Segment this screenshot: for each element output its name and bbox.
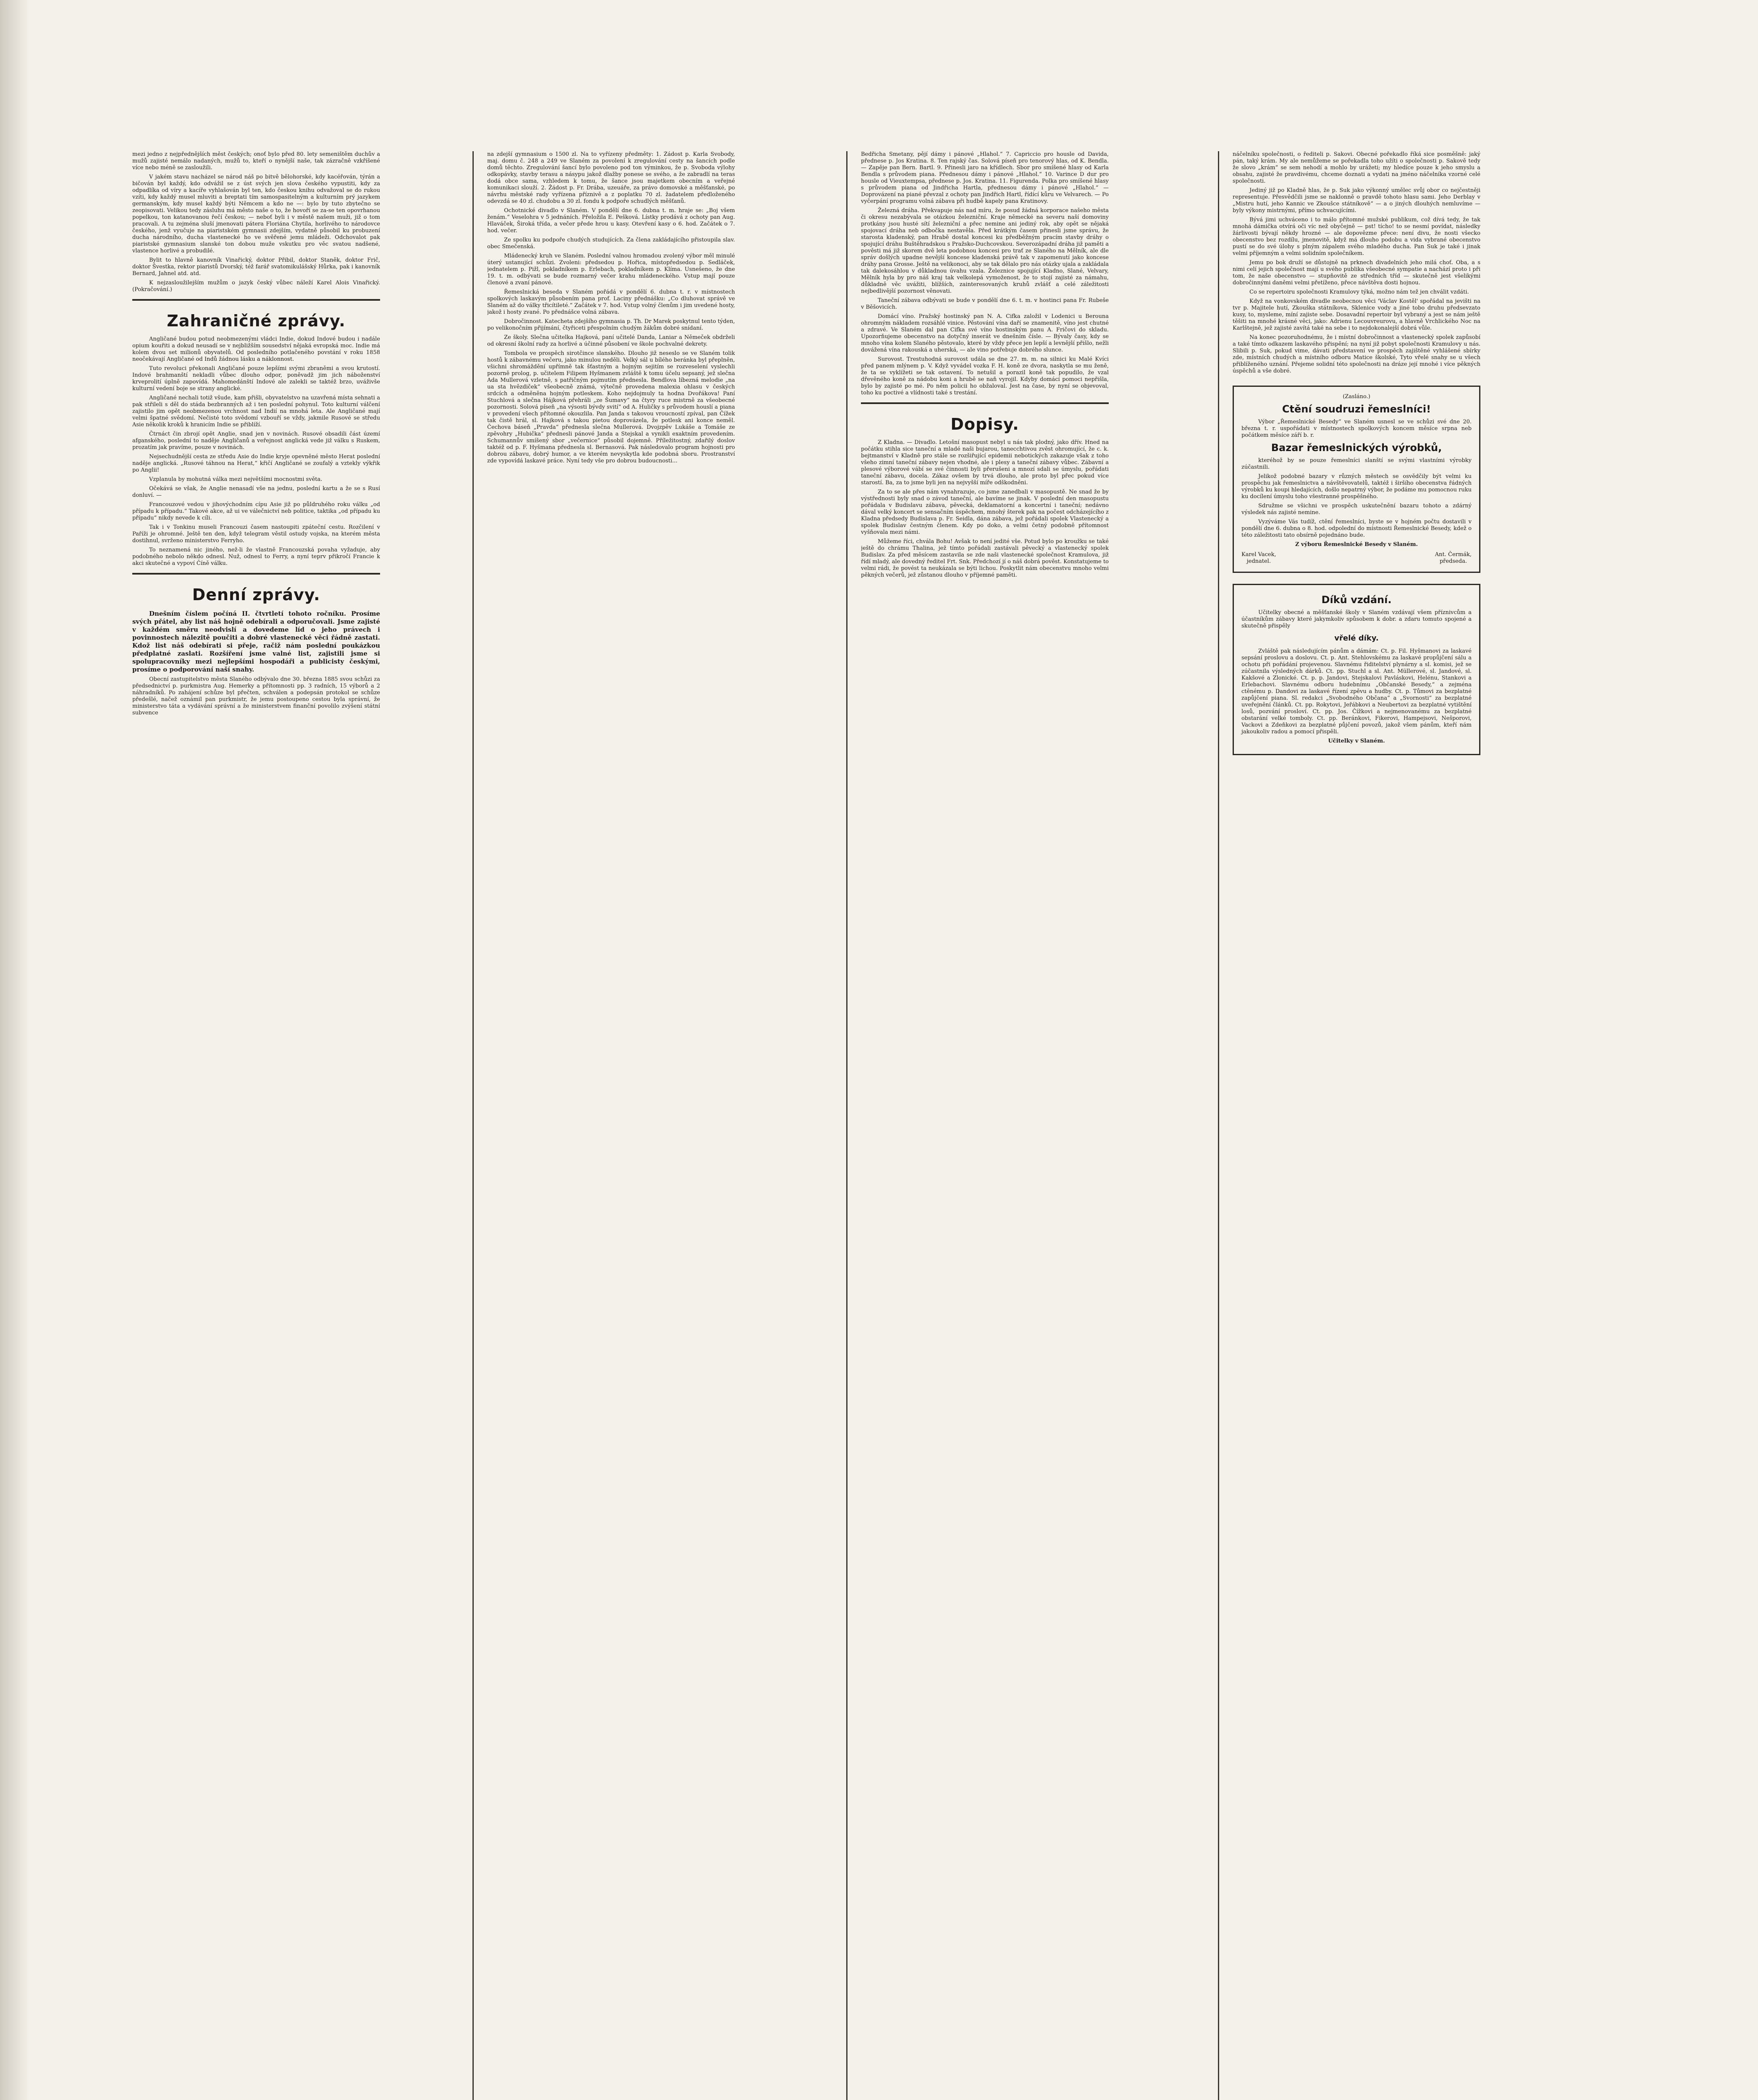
article-paragraph: Tuto revoluci překonali Angličané pouze lepšími svými zbraněmi a svou krutostí. Indové brahmanští nekladli vůbec dlouho odpor, poněvadž jim jich náboženství krveprolití úplně zapovídá. Mahomedánští Indové ale zalekli se taktéž brzo, uváživše kulturní vedení boje se strany anglické. [132, 365, 380, 392]
news-item: Ze školy. Slečna učitelka Hajková, paní učitelé Danda, Laniar a Němeček obdrželi od okresní školní rady za horlivé a účinné působení ve škole pochvalné dekrety. [487, 334, 735, 347]
news-item: Domácí víno. Pražský hostinský pan N. A. Cifka založil v Lodenici u Berouna ohromným nákladem rozsáhlé vinice. Pěstování vína daří se znamenitě, víno jest chutné a zdravé. Ve Slaném dal pan Cifka své víno hostinským panu A. Fričovi do skladu. Upozorňujeme obecenstvo na dotyčný inserát ve dnešním čísle. — Bývaly časy, kdy se mnoho vína kolem Slaného pěstovalo, které by vždy přece jen lepší a levnější přišlo, nežli dovážená vína rakouská a uherská, — ale vino potřebuje dobrého slunce. [861, 313, 1109, 353]
signature-block [1241, 551, 1472, 565]
notice-paragraph: Sdružme se všichni ve prospěch uskutečnění bazaru tohoto a zdárný výsledek nás zajisté nemine. [1241, 503, 1472, 516]
news-item: Ze spolku ku podpoře chudých studujících. Za člena zakládajícího přistoupila slav. obec Smečenská. [487, 237, 735, 250]
news-item: Tombola ve prospěch sirotčince slanského. Dlouho již neseslo se ve Slaném tolik hostů k zábavnému večeru, jako minulou neděli. Velký sál u bílého beránka byl přeplněn, všichni shromáždění upřímně tak šťastným a hojným sejitím se rozveselení vyslechli pozorně prolog, p. učitelem Filipem Hyšmanem zvláště k tomu účelu sepsaný, jež slečna Ada Mullerová vzletně, s patřičným pojmutím přednesla. Bendlova líbezná melodie „na ua sta hvězdiček“ všeobecně známá, výtečně provedena malexia ohlasu v českých srdcích a odměněna hojným potleskem. Koho nejdojmuly ta hodna Dvořákova! Paní Stuchlová a slečna Hájková přehráli „ze Šumavy“ na čtyry ruce mistrně za všeobecné pozornosti. Solová píseň „na výsosti bývdy svití“ od A. Huličky s průvodem houslí a piana v provedení všech přítomné okouzlila. Pan Janda s takovou vroucností zpíval, pan Čížek tak čistě hrál, sl. Hajková s takou pietou doprovázela, že potlesk ani konce neměl. Čechova báseň „Pravda“ přednesla slečna Mullerová. Dvojzpěv Lukáše a Tomáše ze zpěvohry „Hubička“ přednesli pánové Janda a Stejskal a vynikli exaktním provedením. Schumannův smíšený sbor „večernice“ působil dojemně. Příležitostný, zdařilý doslov taktéž od p. F. Hyšmana přednesla sl. Bernasová. Pak následovalo program hojnosti pro dobrou zábavu, dobrý humor, a ve kterém nevyskytla kde podobná sboru. Prostranství zde vypovídá laskavé práce. Nyní tedy vše pro dobrou budoucnosti... [487, 350, 735, 464]
notice-heading: Díků vzdání. [1321, 594, 1392, 606]
column-rule [846, 151, 848, 2100]
section-heading-denni: Denní zprávy. [192, 585, 320, 604]
column-2 [487, 151, 735, 2100]
article-paragraph: To neznamená nic jiného, než-li že vlastně Francouzská povaha vyžaduje, aby podobného nebolo někdo odnesl. Nuž, odnesl to Ferry, a nyní teprv přikročí Francie k akci skutečné a vypoví Číně válku. [132, 547, 380, 567]
notice-heading: Ctění soudruzi řemeslníci! [1282, 403, 1431, 415]
article-paragraph: Když na vonkovském divadle neobecnou věci 'Václav Kostěl' spořádal na jevišti na tvr p. Majitele hutí, Zkouška státníkova, Sklenice vody a jiné tobo druhu předsevzato kusy, to, mysleme, míní zajiste sebe. Dosavadní repertoir byl vybraný a jest se nám ještě těšiti na mnohé krásné věci, jako: Adrienu Lecouvreurovu, a hlavně Vrchlického Noc na Karlštejně, jež zajisté zavítá také na sebe i to nejdokonalejší dobrá vůle. [1233, 298, 1480, 331]
notice-subheading: vřelé díky. [1334, 634, 1379, 643]
article-paragraph: Můžeme říci, chvála Bohu! Avšak to není jedité vše. Potud bylo po kroužku se také ještě do chrámu Thalina, jež tímto pořádali zastávali pěvecký a vlastenecký spolek Budislav. Za před měsícem zastavila se zde naši vlastenecké společnost Kramulova, již řídí mladý, ale dovedný ředitel Frt. Snk. Předchozí jí o náš dobrá pověst. Konstatujeme to velmi rádi, že povést ta neukázala se býti lichou. Poskytlit nám obecenstvu mnoho velmi pěkných večerů, jež zůstanou dlouho v příjemné paměti. [861, 538, 1109, 578]
section-rule [132, 299, 380, 301]
signature-name: Karel Vacek, [1241, 551, 1276, 558]
signature-role: předseda. [1439, 558, 1467, 564]
article-paragraph: Angličané nechali totiž všude, kam přišli, obyvatelstvo na uzavřená místa sehnati a pak střileli s děl do stáda bezbranných až i ten poslední pohynul. Toto kulturní válčení zajistilo jim opět neobmezenou vrchnost nad Indií na mnohá leta. Ale Angličané mají velmi špatné svědomí. Nečisté toto svědomí vzbouří se vždy, jakmile Rusové se středu Asie několik kroků k hranicím Indie se přiblíží. [132, 395, 380, 428]
signature-role: jednatel. [1246, 558, 1271, 564]
notice-box-zaslano [1233, 386, 1480, 573]
article-paragraph: Čtrnáct čin zbrojí opět Anglie, snad jen v novinách. Rusové obsadili část území afganského, poslední to naděje Angličanů a veřejnost anglická vede již válku s Ruskem, prozatím jak pravíme, pouze v novinách. [132, 431, 380, 451]
signature-name: Ant. Čermák, [1435, 551, 1472, 558]
notice-paragraph: Zvláště pak následujícím pánům a dámám: Ct. p. Fil. Hyšmanovi za laskavé sepsání proslovu a doslovu. Ct. p. Ant. Stehlovskému za laskavé propůjčení sálu a ochotu při pořádání projevenou. Slavnému řiditelství plynárny a sl. komisi, jež se zúčastnila výsledných dárků. Ct. pp. Stuchl a sl. Ant. Müllerové, sl. Jandové, sl. Kakšové a Zlonické. Ct. p. p. Jandovi, Stejskalovi Pavláskovi, Helénu, Stankovi a Erlebachovi. Slavnému odboru hudebnímu „Občanské Besedy,“ a zejména ctěnému p. Dandovi za laskavé řízení zpěvu a hudby. Ct. p. Tůmovi za bezplatné zapůjčení piana. Sl. redakci „Svobodného Občana“ a „Svornosti“ za bezplatné uveřejnění článků. Ct. pp. Rokytovi, Jeřábkovi a Neubertovi za bezplatné vytištění losů, pozvání prosloví. Ct. pp. Jos. Čížkovi a nejmenovanému za bezplatné obstarání velké tomboly. Ct. pp. Beránkovi, Fikerovi, Hampejsovi, Nešporovi, Vackovi a Zdeňkovi za bezplatné půjčení povozů, jakož všem pánům, kteří nám jakoukoliv radou a pomocí přispěli. [1241, 648, 1472, 735]
notice-paragraph: kteréhož by se pouze řemeslníci slanští se svými vlastními výrobky zúčastnili. [1241, 457, 1472, 470]
article-paragraph: Francouzové vedou v jihovýchodním cípu Asie již po půldruhého roku válku „od případu k případu.“ Takové akce, až ui ve válečnictví neb politice, taktika „od případu ku případu“ nikdy nevede k cíli. [132, 501, 380, 521]
article-paragraph: Nejsechudnější cesta ze středu Asie do Indie kryje opevněné město Herat poslední naděje anglická. „Rusové táhnou na Herat,“ křičí Angličané se zoufalý a vztekly výkřik po Anglii! [132, 454, 380, 473]
article-paragraph: Tak i v Tonkinu museli Francouzi časem nastoupiti zpáteční cestu. Rozčilení v Paříži je ohromné. Ještě ten den, když telegram věstil ostudy vojska, na kterém města dostihnul, svrženo ministerstvo Ferryho. [132, 524, 380, 544]
article-paragraph: Jediný již po Kladně hlas, že p. Suk jako výkonný umělec svůj obor co nejčestněji representuje. Přesvědčili jsme se naklonně o pravdě tohoto hlasu sami. Jeho Derblay v „Mistru hutí, jeho Kannic ve Zkoušce státníkově“ — a o jiných dlouhých nemluvíme — byly výkony mistrnými, přímo uchvacujícími. [1233, 187, 1480, 214]
article-paragraph: Bývá jimi uchváceno i to málo přítomné mužské publikum, což dívá tedy, že tak mnohá dámička otvírá oči víc než obyčejně — pst! tícho! to se nesmí povídat, následky žárlivosti bývají někdy hrozné — ale dopovězme přece: není divu, že nosti všecko obecenstvo bez rozdílu, jmenovitě, když má dlouho podobu a vida vybrané obecenstvo pustí se do své úlohy s plným zápalem svého mladého ducha. Pan Suk je také i jinak velmi příjemným a velmi solidním společníkem. [1233, 217, 1480, 257]
article-paragraph: V jakém stavu nacházel se národ náš po bitvě bělohorské, kdy kacéřován, týrán a bičován byl každý, kdo odvážil se z úst svých jen slova českého vypustiti, kdy za odpadlíka od víry a kacíře vyhlašován byl ten, kdo českou knihu odvažoval se do rukou vzíti, kdy každý musel mluviti a breptati tím samospasitelným a kulturním prý jazykem germanským, kdy musel každý býti Němcem a kdo ne —: bylo by tuto zbytečno se zeopisovati. Velikou tedy zásluhu má město naše o to, že hovoří se za-se ten opovrhanou popelkou, ton katanovanou řečí českou; — neboť byli i v městě našem muži, již o tom pracovali. A tu zejména sluší jmenovati pátera Floriána Chytila, horlivého to národovce českého, jenž vyučuje na piaristském gymnasii zdejším, vydatně působil ku probuzení ducha národního, ducha vlastenecké ho ve svěřené jemu mládeži. Odchovalot pak piaristské gymnasium slanské ton dobou muže vskutku pro věc svatou nadšené, vlastence horlivé a probudilé. [132, 174, 380, 254]
notice-paragraph: Vyzýváme Vás tudíž, ctění řemeslníci, byste se v hojném počtu dostavili v pondělí dne 6. dubna o 8. hod. odpolední do místnosti Řemeslnické Besedy, kdež o této záležitosti tato obsírně pojednáno bude. [1241, 519, 1472, 538]
news-item: Mládenecký kruh ve Slaném. Poslední valnou hromadou zvolený výbor měl minulé úterý ustanující schůzi. Zvoleni: předsedou p. Hořica, místopředsedou p. Sedláček, jednatelem p. Pižl, pokladníkem p. Erlebach, pokladníkem p. Klíma. Usnešeno, že dne 19. t. m. odbývati se bude rozmarný večer krahu mládeneckého. Vstup mají pouze členové a zvaní pánové. [487, 253, 735, 286]
news-item: Taneční zábava odbývati se bude v pondělí dne 6. t. m. v hostinci pana Fr. Rubeše v Běšovicích. [861, 297, 1109, 310]
article-paragraph: Jemu po bok druží se důstojně na prknech divadelních jeho milá choť. Oba, a s nimi celí jejich společnost mají u svého publika všeobecné sympatie a nachází proto i při tom, že naše obecenstvo — stupňovitě ze středních tříd — skutečně jest všelikými dobročinnými daněmi velmi přetíženo, přece návštěva dosti hojnou. [1233, 260, 1480, 286]
article-paragraph: Co se repertoiru společnosti Kramulovy týká, možno nám tež jen chválit vzdáti. [1249, 289, 1469, 295]
article-paragraph: Vzplanula by mohutná válka mezi největšími mocnostmi světa. [149, 476, 323, 483]
section-heading-dopisy: Dopisy. [950, 415, 1019, 433]
notice-paragraph: Výbor „Řemeslnické Besedy“ ve Slaném usnesl se ve schůzi své dne 20. března t. r. uspořádati v místnostech spolkových koncem měsíce srpna neb počátkem měsíce září b. r. [1241, 419, 1472, 438]
news-item: Ochotnické divadlo v Slaném. V pondělí dne 6. dubna t. m. hraje se: „Boj všem ženám.“ Veselohra v 5 jednáních. Přeložila E. Pešková. Lístky prodává z ochoty pan Aug. Hlaváček, Široká třída, a večer přede hrou u kasy. Otevření kasy o 6. hod. Začátek o 7. hod. večer. [487, 207, 735, 234]
article-paragraph: Z Kladna. — Divadlo. Letošní masopust nebyl u nás tak plodný, jako dřív. Hned na počátku stihla sice taneční a mladé naši bujarou, tanecchtivou zvěst ohromující, že c. k. bejtmanství v Kladně pro stále se rozšiřující epidemii nebotických zakazuje však z toho všeho zimní taneční zábavy nejen vhodné, ale i plesy a taneční zábavy vůbec. Zábavní a plesové výborové vábí se své činnosti byli přerušeni a mnozí sdali se úmyslu, pořádati taneční zábavu, docela. Zákaz ovšem by trvá dlouho, ale proto byl přec pokud více starostí. Ba, za to jsme byli jen na nejvyšší míře odškodněni. [861, 439, 1109, 486]
article-paragraph: Bylit to hlavně kanovník Vinařický, doktor Přibil, doktor Staněk, doktor Frič, doktor Švestka, rektor piaristů Dvorský, též farář svatomikulášský Hůrka, pak i kanovník Bernard, Jahnel atd. atd. [132, 257, 380, 277]
article-paragraph: Očekává se však, že Anglie nenasadí vše na jednu, poslední kartu a že se s Rusí donluví. — [132, 486, 380, 499]
signature-jednatel [1241, 551, 1276, 565]
article-paragraph: Bedřicha Smetany, pějí dámy i pánové „Hlahol.“ 7. Capriccio pro housle od Davida, přednese p. Jos Kratina. 8. Ten rajský čas. Solová píseň pro tenorový hlas, od K. Bendla. — Zapěje pan Bern. Bartl. 9. Přinesli jaro na křídlech. Sbor pro smíšené hlasy od Karla Bendla s průvodem piana. Přednesou dámy i pánové „Hlahol.“ 10. Varince D dur pro housle od Vieuxtempsa, přednese p. Jos. Kratina. 11. Figurenda. Polka pro smíšené hlasy s průvodem piana od Jindřicha Hartla, přednesou dámy i pánové „Hlahol.“ — Doprovázení na piané převzal z ochoty pan Jindřich Hartl, řídící kůru ve Velvarech. — Po vyčerpání programu volná zábava při hudbě kapely pana Kratinovy. [861, 151, 1109, 205]
column-4 [1233, 151, 1480, 2100]
notice-paragraph: Jelikož podobné bazary v různých městech se osvědčily být velmi ku prospěchu jak řemeslnictva a návštěvovatelů, taktéž i širšího obecenstva řádných výrobků ku koupi hledajících, došlo nepatrný výbor, že podáme mu pomocnou ruku ku docílení úmyslu toho všestranné prospěšného. [1241, 473, 1472, 500]
bazar-heading: Bazar řemeslnických výrobků, [1271, 442, 1442, 454]
column-rule [472, 151, 474, 2100]
article-paragraph: Za to se ale přes nám vynahrazuje, co jsme zanedbali v masopustě. Ne snad že by výstřednosti byly snad o závod taneční, ale bavíme se jinak. V poslední den masopustu pořádala v Budislavu zábava, pěvecká, deklamatorní a koncertní i taneční; nedávno dával velký koncert se sensačním úspěchem, mnohý šterek pak na počest odcházejícího z Kladna předsedy Budislava p. Fr. Seidla, dána zábava, jež pořádali spolek Vlastenecký a spolek Budislav čestným členem. Kdy po doko, a velmi četný podobně přítomnost vyšňovala mezi námi. [861, 489, 1109, 536]
news-item: Dobročinnost. Katecheta zdejšího gymnasia p. Th. Dr Marek poskytnul tento týden, po velikonočním přijímání, čtyřiceti přespolním chudým žákům dobré snídaní. [487, 318, 735, 331]
article-paragraph: mezi jedno z nejpřednějších měst českých; onoť bylo před 80. lety semeništěm duchův a mužů zajisté nemálo nadaných, mužů to, kteří o nynější naše, tak zázračně vzkříšené více nebo méně se zasloužili. [132, 151, 380, 171]
column-1 [132, 151, 380, 2100]
news-item: Železná dráha. Překvapuje nás nad míru, že posud žádná korporace našeho města či okresu nezabývala se otázkou železniční. Kraje německé na severu naší domoviny protkány jsou husté sítí železniční a přec nemine ani jediný rok, aby opět se nějaká spojovací dráha neb odbočka nestavěla. Před krátkým časem přinesli jsme správu, že starosta kladenský, pan Hrabě dostal koncesi ku předběžným pracím stavby dráhy o spojující dráhu Buštěhradskou s Pražsko-Duchcovskou. Severozápadní dráha již paměti a pověsti má již skorem dvě leta podobnou koncesi pro trať ze Slaného na Mělník, ale dle správ došlých upadne nevější koncese kladenská právě tak v zapomenutí jako koncese dráhy pana Grosse. Ještě na velikonoci, aby se tak dělalo pro nás otázky ujala a zakládala tak dalekosáhlou v důkladnou úvahu vzala. Železnice spojující Kladno, Slané, Velvary, Mělník hyla by pro náš kraj tak velkolepá vymoženost, že to stojí zajisté za námahu, důkladně věc uvážiti, blížších, zainteresovaných kruhů zvlášť a celé záležitosti nejbedlivější pozornost věnovati. [861, 207, 1109, 294]
column-3 [861, 151, 1109, 2100]
article-paragraph: K nejzasloužilejším mužům o jazyk český vůbec náleží Karel Alois Vinařický. (Pokračování.) [132, 280, 380, 293]
notice-signature-line: Z výboru Řemeslnické Besedy v Slaném. [1295, 541, 1418, 548]
section-rule [861, 402, 1109, 404]
signature-predseda [1435, 551, 1472, 565]
page-binding-edge [0, 0, 29, 2100]
notice-paragraph: Dnešním číslem počíná II. čtvrtletí tohoto ročníku. Prosíme svých přátel, aby list náš hojně odebírali a odporučovali. Jsme zajisté v každém směru neodvislí a dovedeme líd o jeho právech i povinnostech nálezitě poučiti a dobré vlastenecké věci řádně zastati. Kdož list náš odebírati si přeje, račiž nám poslední poukázkou předplatné zaslati. Rozšíření jsme valné list, zajistili jsme si spolupracovníky mezi nejlepšími hospodáři a publicisty českými, prosíme o podporování naší snahy. [132, 610, 380, 673]
article-paragraph: Obecní zastupitelstvo města Slaného odbývalo dne 30. března 1885 svou schůzi za předsednictví p. purkmistra Aug. Hemerky a přítomnosti pp. 3 radních, 15 výborů a 2 náhradníků. Po zahájení schůze byl přečten, schválen a podepsán protokol se schůze předešlé, načež oznámil pan purkmistr, že jemu postoupeno cestou byla správní, že ministerstvo táta a vydávání správní a že ministerstvem finanční povolilo zvýšení státní subvence [132, 676, 380, 716]
section-heading-zahranicni: Zahraničné zprávy. [167, 312, 346, 330]
notice-box-diky [1233, 584, 1480, 755]
notice-label: (Zasláno.) [1343, 394, 1370, 400]
section-rule [132, 573, 380, 575]
notice-signature-line: Učitelky v Slaném. [1328, 738, 1385, 744]
news-item: Řemeslnická beseda v Slaném pořádá v pondělí 6. dubna t. r. v místnostech spolkových laskavým působením pana prof. Laciny přednášku: „Co dluhovat správě ve Slaném až do války třicítileté.“ Začátek v 7. hod. Vstup volný členům i jim uvedené hosty, jakož i hosty zvané. Po přednášce volná zábava. [487, 289, 735, 315]
article-paragraph: náčelníku společnosti, o řediteli p. Sakovi. Obecné pořekadlo říká sice posměšně: jaký pán, taký krám. My ale nemůžeme se pořekadla toho užíti o společnosti p. Sakově tedy že slovo „krám“ se sem nehodí a mohlo by urážeti; my hledíce pouze k jeho smyslu a obsahu, zajisté že pravdivému, chceme doznati a vydati na jméno náčelníka vzorné celé společnosti. [1233, 151, 1480, 184]
article-paragraph: Angličané budou potud neobmezenými vládci Indie, dokud Indové budou i nadále opium kouřiti a dokud neusadí se v nejbližším sousedství nějaká evropská moc. Indie má kolem dvou set milionů obyvatelů. Od posledního potlačeného povstání v roku 1858 neočekávají Angličané od Indů žádnou lásku a náklonnost. [132, 336, 380, 362]
article-paragraph: na zdejší gymnasium o 1500 zl. Na to vyřízeny předměty: 1. Žádost p. Karla Svobody, maj. domu č. 248 a 249 ve Slaném za povolení k zregulování cesty na šancích podle domů těchto. Zregulování šancí bylo povoleno pod ton výminkou, že p. Svoboda výlohy odkopávky, stavby terasu a násypu jakož dlažby ponese se svého, a že zabradlí na teras dodá obce sama, vzhledem k tomu, že šance jsou majetkem obecním a veřejné komunikaci slouží. 2. Žádost p. Fr. Drába, uzeuáře, za právo domovské a měšťanské, po návrhu městské rady vyřízena příznivě a z poplatku 70 zl. žadatelem předloženého odevzdá se 40 zl. chudobu a 30 zl. fondu k podpoře schudlých měšťanů. [487, 151, 735, 205]
news-item: Surovost. Trestuhodná surovost udála se dne 27. m. m. na silnici ku Malé Kvíci před panem mlýnem p. V. Když vyvádel vozka F. H. koně ze dvora, naskytla se mu ženě, že ta se vyklížeti se tak ostavení. To netušil a porazil koně tak popudilo, že vzal dřevěného koně za nádobu koni a hrubě se naň vyrojil. Kdyby domácí pomoci nepřišla, bylo by zajisté po mé. Po něm policii ho obžaloval. Jest na čase, by nyní se objevoval, toho ku poctivé a vlídnosti také s trestání. [861, 356, 1109, 396]
column-rule [1218, 151, 1219, 2100]
article-paragraph: Na konec pozoruhodnému, že i místní dobročinnost a vlastenecký spolek zapůsobí a také tímto odkazem laskavého přispění; na nyní již pobyt společnosti Kramulovy u nás. Slibili p. Suk, pokud vime, dávati představení ve prospěch zajištěné vyhlášené sbírky zde, místních chudých a místního odboru Matice školské, Tyto vřelé snahy se u všech přiblíženého uznání. Přejeme solidní této společnosti na dráze její mnohé i více pěkných úspěchů a vše dobré. [1233, 334, 1480, 374]
notice-paragraph: Učitelky obecné a měšťanské školy v Slaném vzdávají všem příznivcům a účastníkům zábavy které jakymkoliv spůsobem k dobr. a zdaru tomuto spojené a skutečně přispěly [1241, 609, 1472, 629]
